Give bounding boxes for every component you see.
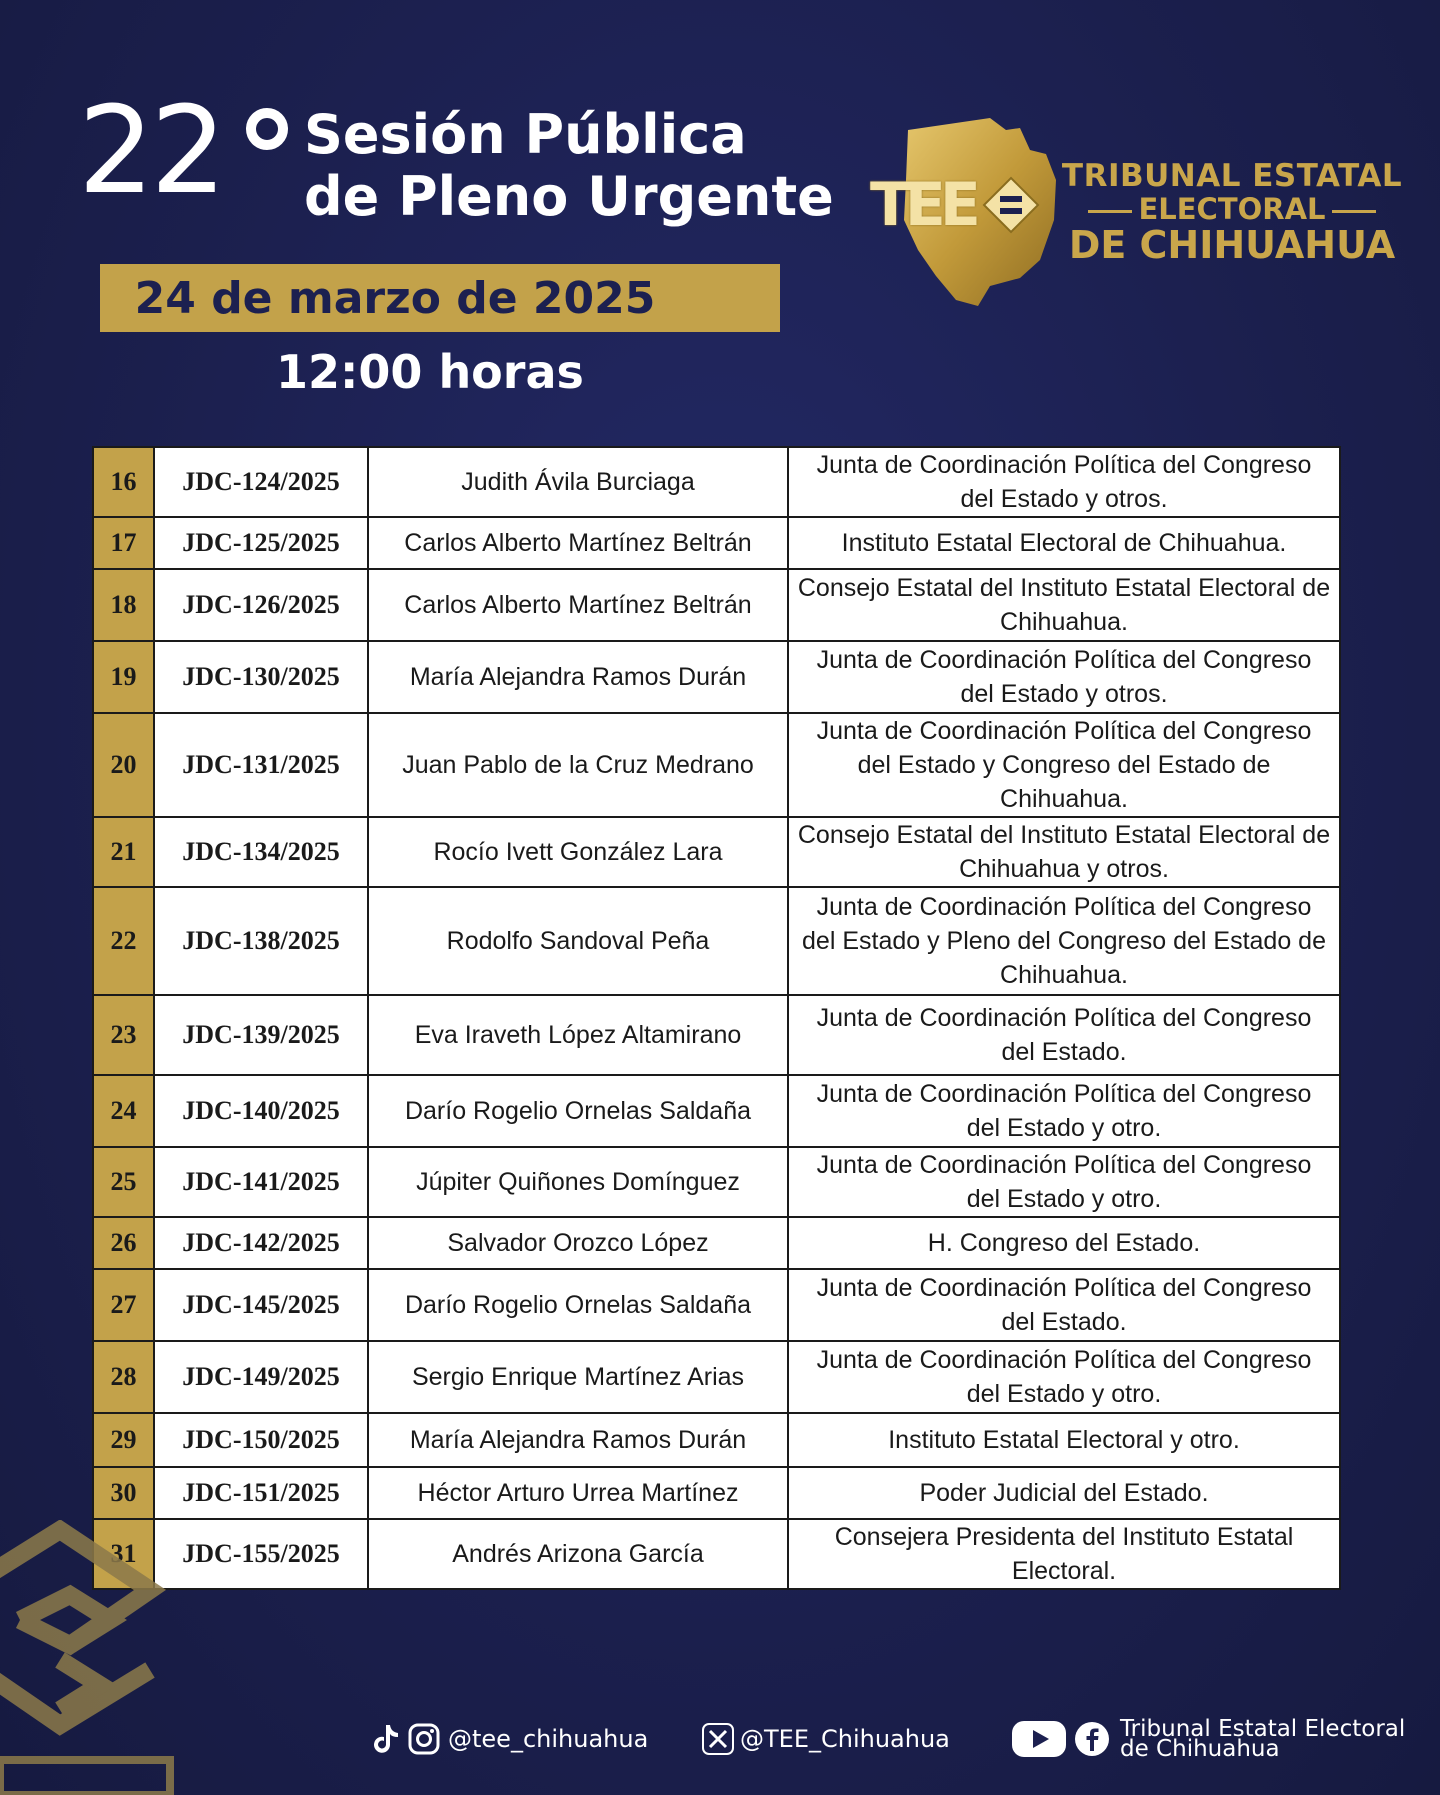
case-file-number: JDC-141/2025	[154, 1147, 368, 1217]
plaintiff-name: Carlos Alberto Martínez Beltrán	[368, 569, 788, 641]
table-row	[93, 995, 1340, 1075]
plaintiff-name: María Alejandra Ramos Durán	[368, 1413, 788, 1467]
plaintiff-name: Héctor Arturo Urrea Martínez	[368, 1467, 788, 1519]
case-file-number: JDC-155/2025	[154, 1519, 368, 1589]
row-number: 16	[93, 447, 154, 517]
plaintiff-name: Rodolfo Sandoval Peña	[368, 887, 788, 995]
case-file-number: JDC-140/2025	[154, 1075, 368, 1147]
responsible-authority: Instituto Estatal Electoral de Chihuahua.	[788, 517, 1340, 569]
row-number: 17	[93, 517, 154, 569]
plaintiff-name: Júpiter Quiñones Domínguez	[368, 1147, 788, 1217]
responsible-authority: Instituto Estatal Electoral y otro.	[788, 1413, 1340, 1467]
cases-table	[92, 446, 1339, 1590]
logo-rule-left	[1088, 210, 1132, 213]
table-row	[93, 1519, 1340, 1589]
plaintiff-name: Juan Pablo de la Cruz Medrano	[368, 713, 788, 817]
row-number: 27	[93, 1269, 154, 1341]
responsible-authority: Junta de Coordinación Política del Congreso del Estado y otro.	[788, 1341, 1340, 1413]
institution-line-1: Tribunal Estatal Electoral	[1120, 1716, 1406, 1742]
row-number: 25	[93, 1147, 154, 1217]
row-number: 20	[93, 713, 154, 817]
plaintiff-name: Rocío Ivett González Lara	[368, 817, 788, 887]
table-row	[93, 713, 1340, 817]
plaintiff-name: Salvador Orozco López	[368, 1217, 788, 1269]
session-number: 22	[78, 82, 223, 221]
logo-line-1: TRIBUNAL ESTATAL	[1061, 158, 1403, 194]
case-file-number: JDC-124/2025	[154, 447, 368, 517]
x-icon	[702, 1723, 734, 1755]
case-file-number: JDC-125/2025	[154, 517, 368, 569]
table-row	[93, 517, 1340, 569]
tee-logo	[870, 110, 1410, 310]
session-time: 12:00 horas	[276, 345, 584, 399]
facebook-icon	[1074, 1721, 1110, 1757]
responsible-authority: Junta de Coordinación Política del Congreso del Estado y Pleno del Congreso del Estado de Chihuahua.	[788, 887, 1340, 995]
table-row	[93, 1147, 1340, 1217]
logo-line-2	[1052, 194, 1412, 224]
responsible-authority: Consejo Estatal del Instituto Estatal Electoral de Chihuahua y otros.	[788, 817, 1340, 887]
responsible-authority: Consejera Presidenta del Instituto Estatal Electoral.	[788, 1519, 1340, 1589]
social-footer	[0, 1714, 1440, 1764]
youtube-icon	[1012, 1721, 1066, 1757]
table-row	[93, 447, 1340, 517]
logo-acronym: TEE	[870, 170, 975, 240]
case-file-number: JDC-149/2025	[154, 1341, 368, 1413]
title-line-2: de Pleno Urgente	[304, 165, 834, 228]
case-file-number: JDC-131/2025	[154, 713, 368, 817]
case-file-number: JDC-130/2025	[154, 641, 368, 713]
table-row	[93, 1075, 1340, 1147]
responsible-authority: Junta de Coordinación Política del Congreso del Estado y otro.	[788, 1147, 1340, 1217]
title-line-1: Sesión Pública	[304, 103, 747, 166]
x-link[interactable]	[702, 1714, 950, 1764]
case-file-number: JDC-142/2025	[154, 1217, 368, 1269]
date-banner	[100, 264, 780, 332]
responsible-authority: Poder Judicial del Estado.	[788, 1467, 1340, 1519]
table-row	[93, 1269, 1340, 1341]
table-row	[93, 1413, 1340, 1467]
plaintiff-name: Judith Ávila Burciaga	[368, 447, 788, 517]
tiktok-instagram-link[interactable]	[372, 1714, 648, 1764]
plaintiff-name: Darío Rogelio Ornelas Saldaña	[368, 1269, 788, 1341]
case-file-number: JDC-139/2025	[154, 995, 368, 1075]
row-number: 24	[93, 1075, 154, 1147]
table-row	[93, 1217, 1340, 1269]
table-row	[93, 569, 1340, 641]
responsible-authority: Consejo Estatal del Instituto Estatal Electoral de Chihuahua.	[788, 569, 1340, 641]
plaintiff-name: Sergio Enrique Martínez Arias	[368, 1341, 788, 1413]
case-file-number: JDC-151/2025	[154, 1467, 368, 1519]
plaintiff-name: Carlos Alberto Martínez Beltrán	[368, 517, 788, 569]
case-file-number: JDC-134/2025	[154, 817, 368, 887]
tee-emblem-icon	[982, 176, 1040, 234]
x-handle: @TEE_Chihuahua	[740, 1725, 950, 1753]
instagram-handle: @tee_chihuahua	[448, 1725, 649, 1753]
case-file-number: JDC-126/2025	[154, 569, 368, 641]
plaintiff-name: María Alejandra Ramos Durán	[368, 641, 788, 713]
row-number: 28	[93, 1341, 154, 1413]
responsible-authority: Junta de Coordinación Política del Congreso del Estado y otros.	[788, 447, 1340, 517]
row-number: 19	[93, 641, 154, 713]
institution-line-2: de Chihuahua	[1120, 1736, 1280, 1762]
ordinal-degree-mark	[246, 108, 288, 150]
logo-line-2-text: ELECTORAL	[1138, 192, 1326, 226]
row-number: 29	[93, 1413, 154, 1467]
session-date: 24 de marzo de 2025	[134, 272, 656, 324]
responsible-authority: Junta de Coordinación Política del Congreso del Estado.	[788, 1269, 1340, 1341]
plaintiff-name: Darío Rogelio Ornelas Saldaña	[368, 1075, 788, 1147]
tiktok-icon	[372, 1723, 400, 1755]
logo-line-3: DE CHIHUAHUA	[1068, 223, 1396, 267]
logo-wordmark	[1052, 158, 1412, 266]
responsible-authority: Junta de Coordinación Política del Congreso del Estado y otros.	[788, 641, 1340, 713]
table-row	[93, 887, 1340, 995]
youtube-facebook-link[interactable]	[1012, 1714, 1405, 1764]
responsible-authority: H. Congreso del Estado.	[788, 1217, 1340, 1269]
logo-rule-right	[1332, 210, 1376, 213]
row-number: 31	[93, 1519, 154, 1589]
responsible-authority: Junta de Coordinación Política del Congreso del Estado y otro.	[788, 1075, 1340, 1147]
row-number: 23	[93, 995, 154, 1075]
row-number: 21	[93, 817, 154, 887]
responsible-authority: Junta de Coordinación Política del Congreso del Estado y Congreso del Estado de Chihuahua.	[788, 713, 1340, 817]
plaintiff-name: Andrés Arizona García	[368, 1519, 788, 1589]
responsible-authority: Junta de Coordinación Política del Congreso del Estado.	[788, 995, 1340, 1075]
table-row	[93, 641, 1340, 713]
table-row	[93, 1467, 1340, 1519]
row-number: 26	[93, 1217, 154, 1269]
row-number: 30	[93, 1467, 154, 1519]
plaintiff-name: Eva Iraveth López Altamirano	[368, 995, 788, 1075]
case-file-number: JDC-138/2025	[154, 887, 368, 995]
case-file-number: JDC-145/2025	[154, 1269, 368, 1341]
table-row	[93, 817, 1340, 887]
row-number: 22	[93, 887, 154, 995]
table-row	[93, 1341, 1340, 1413]
session-title	[304, 104, 834, 228]
row-number: 18	[93, 569, 154, 641]
case-file-number: JDC-150/2025	[154, 1413, 368, 1467]
institution-name	[1120, 1716, 1406, 1762]
instagram-icon	[408, 1723, 440, 1755]
